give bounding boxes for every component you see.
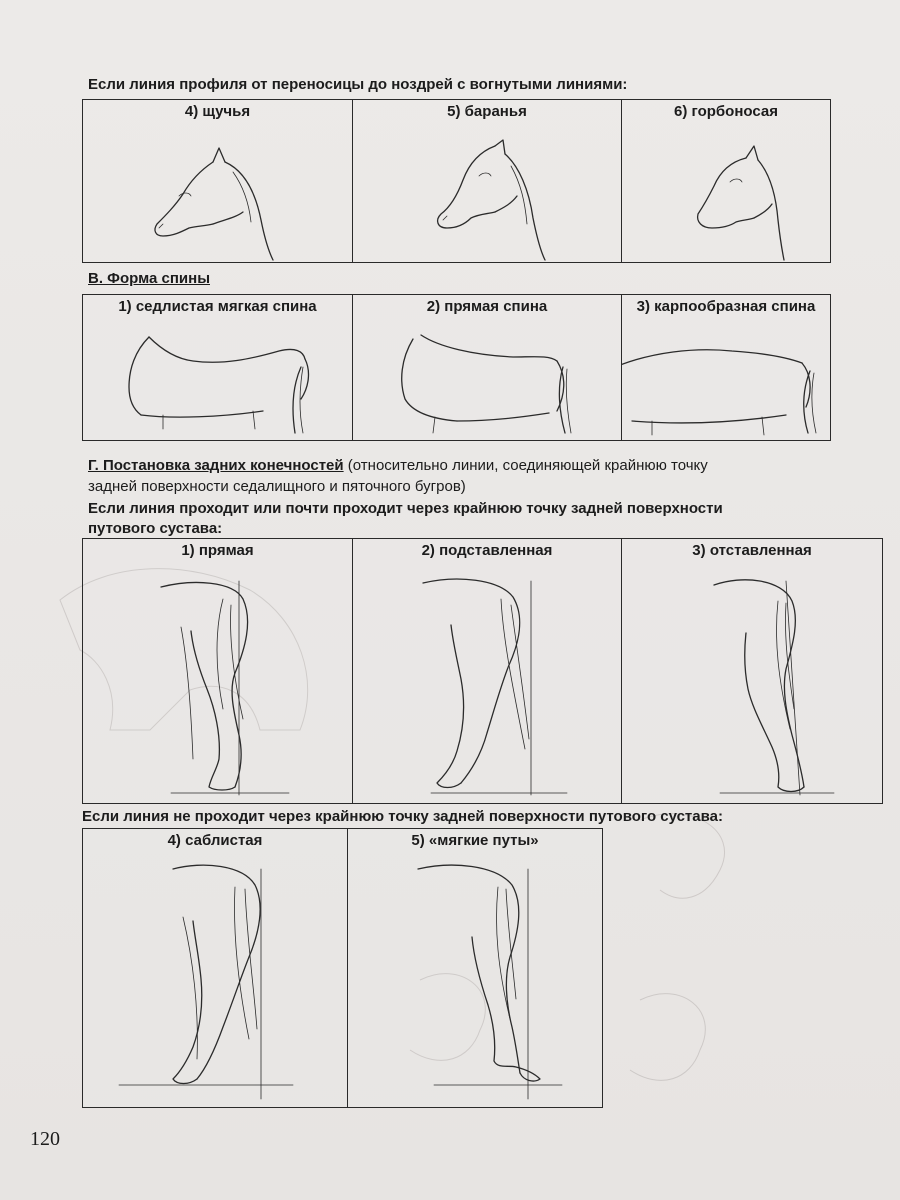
legs-cell-otstavlennaya [621, 538, 883, 804]
legs-heading-line [88, 455, 888, 477]
profile-caption-4: 4) щучья [184, 103, 251, 120]
back-caption-2: 2) прямая спина [426, 298, 548, 315]
hind-leg-sablistaya-drawing [83, 829, 349, 1109]
back-heading: В. Форма спины [88, 270, 210, 287]
hind-leg-otstavlennaya-drawing [622, 539, 884, 805]
legs-caption-2: 2) подставленная [421, 542, 553, 559]
profile-caption-6: 6) горбоносая [674, 103, 778, 120]
horse-back-sedlistaya-drawing [83, 295, 354, 442]
profile-intro: Если линия профиля от переносицы до ноздрей с вогнутыми линиями: [88, 76, 628, 93]
legs-heading-note-2: задней поверхности седалищного и пяточного бугров) [88, 478, 466, 495]
profile-cell-gorbonosaya [621, 99, 831, 263]
horse-back-pryamaya-drawing [353, 295, 623, 442]
horse-head-shchuchya-drawing [83, 100, 354, 264]
legs-caption-4: 4) саблистая [167, 832, 263, 849]
legs-cell-sablistaya [82, 828, 348, 1108]
horse-back-karpoobraznaya-drawing [622, 295, 832, 442]
page-number: 120 [30, 1128, 60, 1150]
hind-leg-myagkie-puty-drawing [348, 829, 604, 1109]
legs-caption-3: 3) отставленная [692, 542, 812, 559]
profile-cell-baranya [352, 99, 622, 263]
legs-not-through-intro: Если линия не проходит через крайнюю точку задней поверхности путового сустава: [82, 808, 723, 825]
legs-through-intro-2: путового сустава: [88, 520, 223, 537]
hind-leg-pryamaya-drawing [83, 539, 354, 805]
back-cell-karpoobraznaya [621, 294, 831, 441]
legs-caption-1: 1) прямая [181, 542, 254, 559]
back-cell-pryamaya [352, 294, 622, 441]
back-caption-1: 1) седлистая мягкая спина [118, 298, 317, 315]
profile-caption-5: 5) баранья [447, 103, 527, 120]
legs-heading-note: (относительно линии, соединяющей крайнюю точку [347, 457, 708, 474]
legs-cell-podstavlennaya [352, 538, 622, 804]
horse-head-gorbonosaya-drawing [622, 100, 832, 264]
hind-leg-podstavlennaya-drawing [353, 539, 623, 805]
horse-head-baranya-drawing [353, 100, 623, 264]
back-cell-sedlistaya [82, 294, 353, 441]
legs-cell-pryamaya [82, 538, 353, 804]
legs-through-intro-1: Если линия проходит или почти проходит через крайнюю точку задней поверхности [88, 500, 723, 517]
legs-caption-5: 5) «мягкие путы» [411, 832, 539, 849]
back-caption-3: 3) карпообразная спина [636, 298, 816, 315]
legs-heading: Г. Постановка задних конечностей [88, 457, 344, 474]
profile-cell-shchuchya [82, 99, 353, 263]
legs-cell-myagkie-puty [347, 828, 603, 1108]
